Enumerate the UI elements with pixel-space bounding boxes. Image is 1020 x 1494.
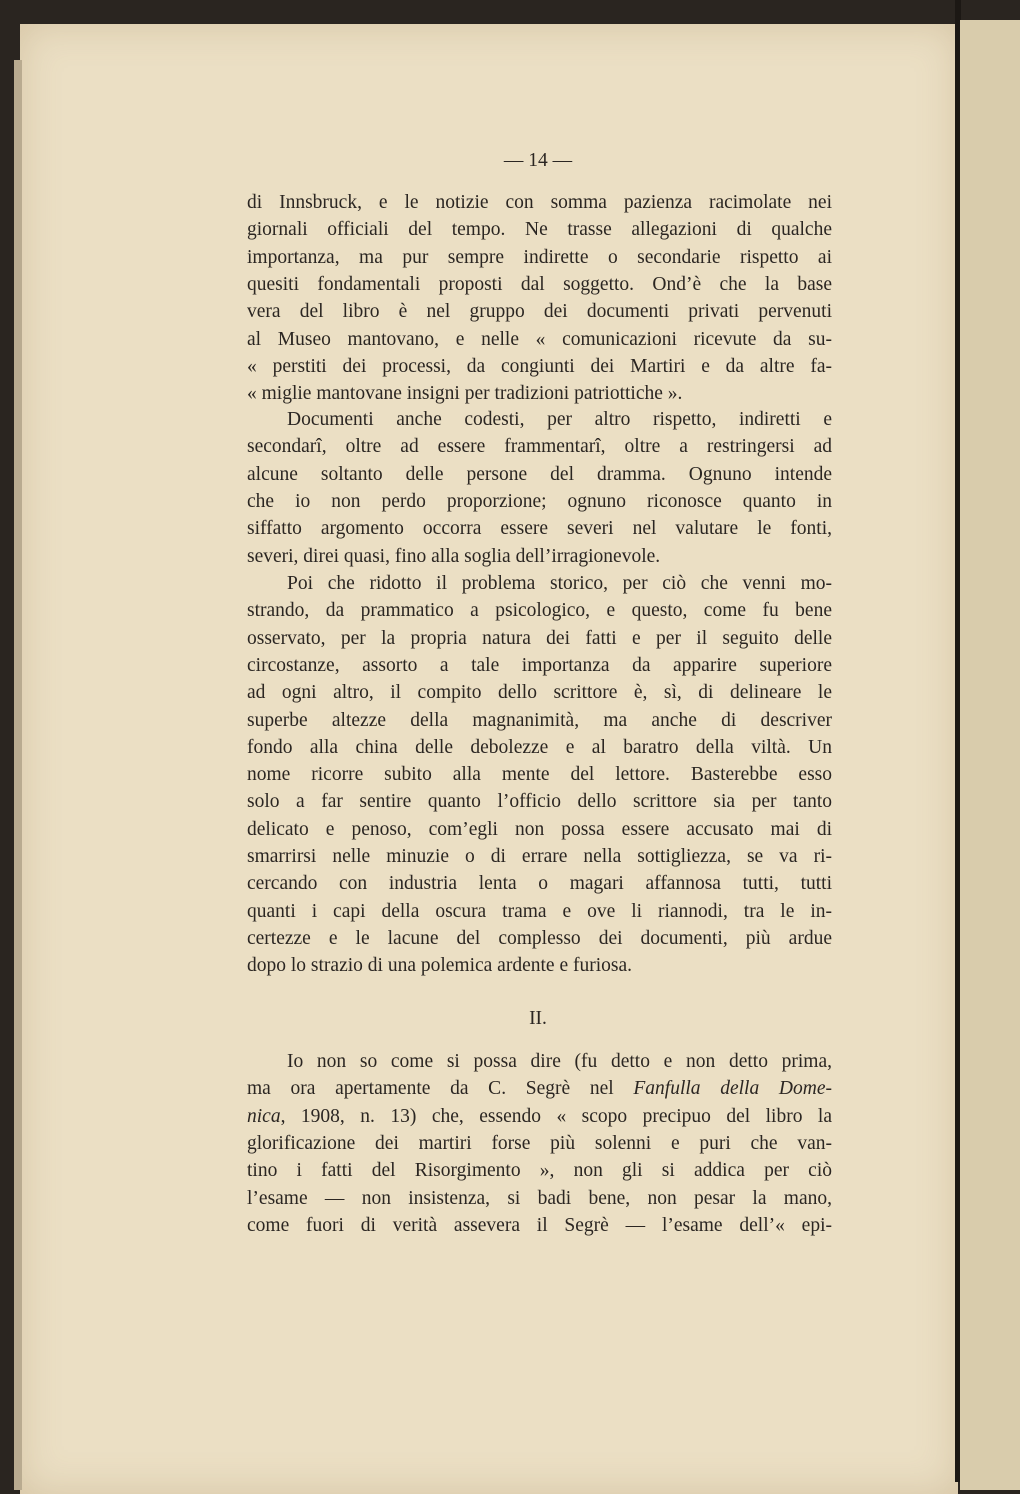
text-line [247, 870, 832, 897]
text-line [247, 816, 832, 843]
italic-title: nica [247, 1105, 281, 1127]
text-line [247, 244, 832, 271]
text-segment: l’esame — non insistenza, si badi bene, non pesar la mano, [247, 1187, 832, 1209]
text-segment: alcune soltanto delle persone del dramma. Ognuno intende [247, 463, 832, 485]
text-line [247, 761, 832, 788]
text-segment: siffatto argomento occorra essere severi nel valutare le fonti, [247, 518, 832, 540]
text-line [247, 925, 832, 952]
section-heading: II. [529, 1008, 547, 1029]
text-segment: ma ora apertamente da C. Segrè nel [247, 1078, 634, 1100]
text-segment: Poi che ridotto il problema storico, per ciò che venni mo- [287, 573, 832, 594]
text-segment: « perstiti dei processi, da congiunti dei Martiri e da altre fa- [247, 355, 832, 377]
text-line [247, 952, 832, 979]
text-line [247, 488, 832, 515]
page-number: — 14 — [503, 150, 573, 171]
page-edge [14, 60, 22, 1490]
text-line [247, 298, 832, 325]
text-line [247, 570, 832, 597]
text-segment: nome ricorre subito alla mente del lettore. Basterebbe esso [247, 764, 832, 786]
text-line [247, 1130, 832, 1157]
text-line [247, 1103, 832, 1130]
text-segment: Documenti anche codesti, per altro rispetto, indiretti e [287, 409, 832, 430]
text-segment: strando, da prammatico a psicologico, e questo, come fu bene [247, 600, 832, 622]
italic-title: Fanfulla della Dome- [633, 1078, 832, 1100]
text-line [247, 652, 832, 679]
text-segment: smarrirsi nelle minuzie o di errare nella sottigliezza, se va ri- [247, 846, 832, 867]
text-segment: come fuori di verità assevera il Segrè — l’esame dell’« epi- [247, 1214, 832, 1236]
text-segment: cercando con industria lenta o magari affannosa tutti, tutti [247, 873, 832, 895]
text-line [247, 1185, 832, 1212]
text-segment: vera del libro è nel gruppo dei documenti privati pervenuti [247, 301, 832, 323]
text-line [247, 216, 832, 243]
text-line [247, 461, 832, 488]
text-segment: di Innsbruck, e le notizie con somma pazienza racimolate nei [247, 192, 832, 213]
text-segment: certezze e le lacune del complesso dei documenti, più ardue [247, 927, 832, 949]
text-segment: fondo alla china delle debolezze e al baratro della viltà. Un [247, 736, 832, 758]
text-line [247, 326, 832, 353]
text-segment: secondarî, oltre ad essere frammentarî, oltre a restringersi ad [247, 436, 832, 458]
text-segment: glorificazione dei martiri forse più solenni e puri che van- [247, 1132, 832, 1154]
text-line [247, 353, 832, 380]
text-line [247, 433, 832, 460]
text-line [247, 597, 832, 624]
text-line [247, 271, 832, 298]
text-line [247, 1157, 832, 1184]
text-segment: dopo lo strazio di una polemica ardente e furiosa. [247, 955, 632, 977]
text-segment: ad ogni altro, il compito dello scrittore è, sì, di delineare le [247, 682, 832, 704]
text-segment: severi, direi quasi, fino alla soglia dell’irragionevole. [247, 545, 661, 567]
text-segment: circostanze, assorto a tale importanza da apparire superiore [247, 654, 832, 676]
text-segment: quanti i capi della oscura trama e ove li riannodi, tra le in- [247, 900, 832, 922]
text-line [247, 543, 832, 570]
text-segment: Io non so come si possa dire (fu detto e non detto prima, [287, 1051, 832, 1072]
text-line [247, 843, 832, 870]
text-line [247, 380, 832, 407]
text-segment: « miglie mantovane insigni per tradizioni patriottiche ». [247, 383, 683, 405]
text-segment: superbe altezze della magnanimità, ma anche di descriver [247, 709, 832, 731]
text-line [247, 625, 832, 652]
text-segment: quesiti fondamentali proposti dal soggetto. Ond’è che la base [247, 273, 832, 295]
text-segment: che io non perdo proporzione; ognuno riconosce quanto in [247, 490, 832, 512]
text-line [247, 1212, 832, 1239]
text-line [247, 734, 832, 761]
text-line [247, 707, 832, 734]
text-line [247, 1048, 832, 1075]
text-segment: tino i fatti del Risorgimento », non gli si addica per ciò [247, 1160, 832, 1182]
text-line [247, 679, 832, 706]
text-line [247, 406, 832, 433]
text-line [247, 1075, 832, 1102]
text-segment: osservato, per la propria natura dei fatti e per il seguito delle [247, 627, 832, 649]
text-segment: solo a far sentire quanto l’officio dello scrittore sia per tanto [247, 791, 832, 813]
text-segment: delicato e penoso, com’egli non possa essere accusato mai di [247, 818, 832, 840]
text-segment: , 1908, n. 13) che, essendo « scopo precipuo del libro la [280, 1105, 832, 1127]
text-line [247, 788, 832, 815]
text-segment: importanza, ma pur sempre indirette o secondarie rispetto ai [247, 246, 832, 268]
text-line [247, 515, 832, 542]
facing-page-edge [960, 20, 1020, 1490]
text-segment: al Museo mantovano, e nelle « comunicazioni ricevute da su- [247, 328, 832, 350]
text-segment: giornali officiali del tempo. Ne trasse allegazioni di qualche [247, 219, 832, 241]
text-line [247, 898, 832, 925]
text-line [247, 189, 832, 216]
